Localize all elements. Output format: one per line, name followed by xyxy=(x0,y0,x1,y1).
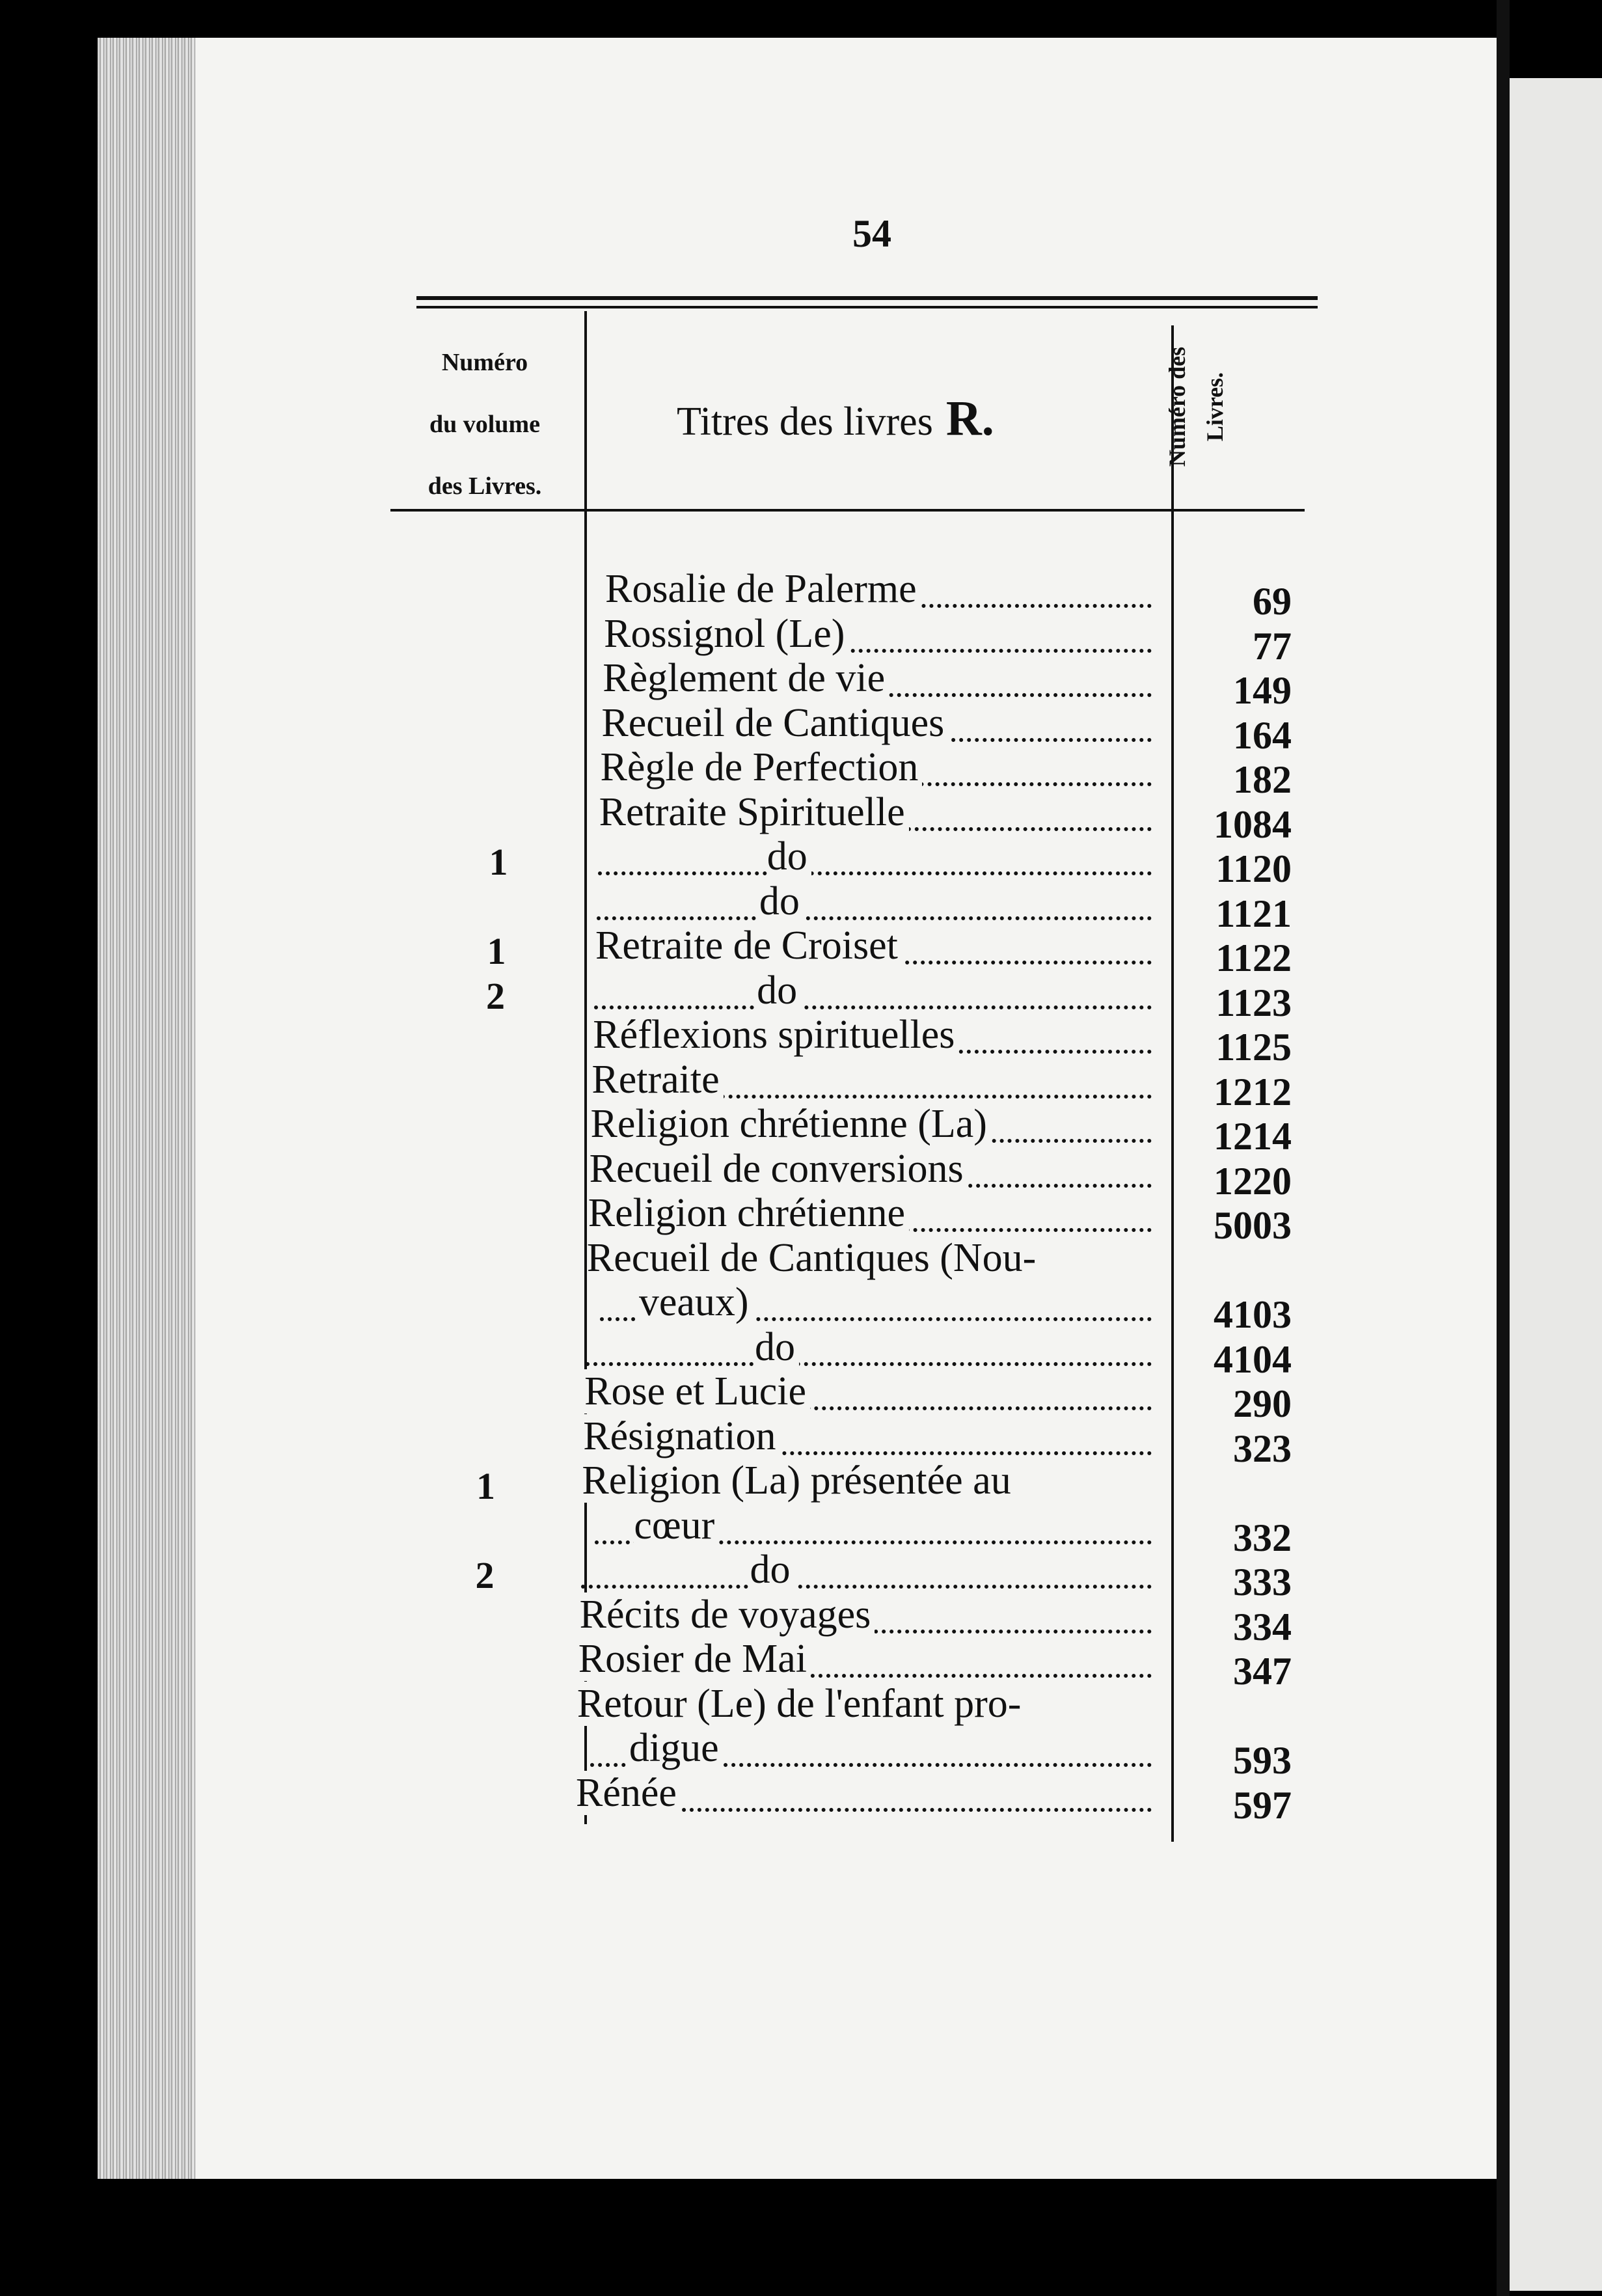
book-number: 1123 xyxy=(1215,981,1292,1024)
book-title xyxy=(601,745,1154,791)
book-title-text: Religion chrétienne (La) xyxy=(591,1102,991,1146)
book-title-text: Rénée xyxy=(576,1771,681,1815)
volume-header-line: Numéro xyxy=(441,349,528,376)
book-title xyxy=(595,923,1148,969)
volume-column-header xyxy=(403,332,566,517)
book-title-text: Recueil de conversions xyxy=(590,1147,968,1191)
book-number: 1122 xyxy=(1215,936,1292,979)
book-title xyxy=(587,1235,1140,1281)
book-title xyxy=(594,968,1147,1014)
book-title xyxy=(598,834,1151,880)
book-number: 290 xyxy=(1233,1382,1292,1425)
book-number: 323 xyxy=(1233,1427,1292,1470)
book-number: 4103 xyxy=(1214,1293,1292,1336)
book-title-text: Rose et Lucie xyxy=(584,1369,810,1414)
column-divider-2 xyxy=(1171,325,1174,1842)
book-number: 77 xyxy=(1253,624,1292,668)
book-title xyxy=(591,1101,1144,1147)
book-title-text: Rossignol (Le) xyxy=(604,612,849,656)
book-number: 333 xyxy=(1233,1561,1292,1604)
book-title-text: do xyxy=(767,834,811,879)
book-title-text: Rosalie de Palerme xyxy=(605,567,921,611)
book-title xyxy=(588,1190,1141,1237)
book-title-text: Retraite Spirituelle xyxy=(599,790,909,834)
top-rule xyxy=(416,296,1318,300)
top-rule-secondary xyxy=(416,306,1318,308)
section-letter: R. xyxy=(945,391,994,446)
volume-number: 1 xyxy=(489,841,508,883)
book-title xyxy=(578,1636,1132,1682)
book-title xyxy=(591,1057,1145,1103)
book-number: 347 xyxy=(1233,1650,1292,1693)
book-title-text: Règle de Perfection xyxy=(601,745,923,789)
book-title-continuation-text: cœur xyxy=(634,1503,718,1548)
book-title-text: Religion chrétienne xyxy=(588,1191,909,1235)
book-title xyxy=(603,655,1156,702)
book-title xyxy=(580,1592,1133,1638)
book-title-continuation-text: veaux) xyxy=(639,1280,753,1324)
binding-shadow xyxy=(1497,0,1510,2296)
book-number: 593 xyxy=(1233,1739,1292,1782)
book-title-text: Recueil de Cantiques (Nou- xyxy=(587,1236,1040,1280)
book-number: 334 xyxy=(1233,1605,1292,1648)
book-title xyxy=(599,789,1152,836)
book-title xyxy=(590,1146,1143,1192)
volume-header-line: des Livres. xyxy=(428,472,542,500)
volume-header-line: du volume xyxy=(429,411,540,438)
book-title-text: Réflexions spirituelles xyxy=(593,1013,958,1057)
book-title-text: do xyxy=(755,1325,799,1369)
book-title xyxy=(582,1458,1135,1504)
title-column-header xyxy=(677,390,994,447)
book-title xyxy=(584,1369,1137,1415)
number-header-line: Numéro des xyxy=(1164,346,1190,467)
book-title-text: Retraite xyxy=(591,1058,723,1102)
book-title xyxy=(604,611,1157,657)
page-number: 54 xyxy=(852,212,891,255)
book-number: 182 xyxy=(1233,758,1292,801)
book-number: 149 xyxy=(1233,669,1292,712)
book-number: 332 xyxy=(1233,1516,1292,1559)
book-title-text: Récits de voyages xyxy=(580,1592,875,1637)
book-title-text: do xyxy=(750,1548,794,1592)
volume-number: 2 xyxy=(486,974,505,1017)
number-column-header xyxy=(1158,329,1234,485)
book-title-text: Règlement de vie xyxy=(603,656,889,700)
volume-number: 1 xyxy=(487,930,506,972)
book-title-text: do xyxy=(759,879,804,923)
book-title-continuation-text: digue xyxy=(629,1726,723,1770)
title-header-text: Titres des livres xyxy=(677,400,933,444)
volume-number: 1 xyxy=(476,1465,495,1507)
book-number: 69 xyxy=(1253,580,1292,623)
page-edges xyxy=(98,38,195,2179)
book-number: 164 xyxy=(1233,713,1292,757)
book-number: 1212 xyxy=(1214,1070,1292,1114)
volume-number: 2 xyxy=(475,1554,495,1596)
book-title-text: Résignation xyxy=(583,1414,780,1458)
book-title-continuation xyxy=(629,1725,1182,1771)
number-header-line: Livres. xyxy=(1202,372,1228,442)
book-title-text: Rosier de Mai xyxy=(578,1637,811,1681)
book-title-continuation xyxy=(634,1503,1187,1549)
book-number: 1220 xyxy=(1214,1159,1292,1203)
book-number: 1214 xyxy=(1214,1115,1292,1158)
book-title-text: Religion (La) présentée au xyxy=(582,1458,1014,1503)
book-title xyxy=(583,1414,1136,1460)
book-number: 1125 xyxy=(1215,1026,1292,1069)
book-title-text: Retour (Le) de l'enfant pro- xyxy=(577,1682,1025,1726)
book-title xyxy=(586,1324,1139,1371)
book-title-text: do xyxy=(757,968,801,1013)
book-title xyxy=(577,1681,1130,1727)
book-title xyxy=(597,879,1150,925)
book-title xyxy=(576,1770,1129,1816)
book-title-continuation xyxy=(639,1279,1192,1326)
book-number: 4104 xyxy=(1214,1337,1292,1381)
book-title xyxy=(581,1547,1134,1593)
book-number: 1121 xyxy=(1215,892,1292,935)
book-title xyxy=(605,566,1158,612)
facing-page xyxy=(1510,78,1602,2291)
book-number: 1120 xyxy=(1215,847,1292,890)
book-title xyxy=(601,700,1154,746)
book-number: 5003 xyxy=(1214,1204,1292,1247)
book-title-text: Retraite de Croiset xyxy=(595,923,902,968)
book-title-text: Recueil de Cantiques xyxy=(601,701,948,745)
book-title xyxy=(593,1012,1146,1058)
book-number: 1084 xyxy=(1214,802,1292,846)
book-number: 597 xyxy=(1233,1783,1292,1827)
